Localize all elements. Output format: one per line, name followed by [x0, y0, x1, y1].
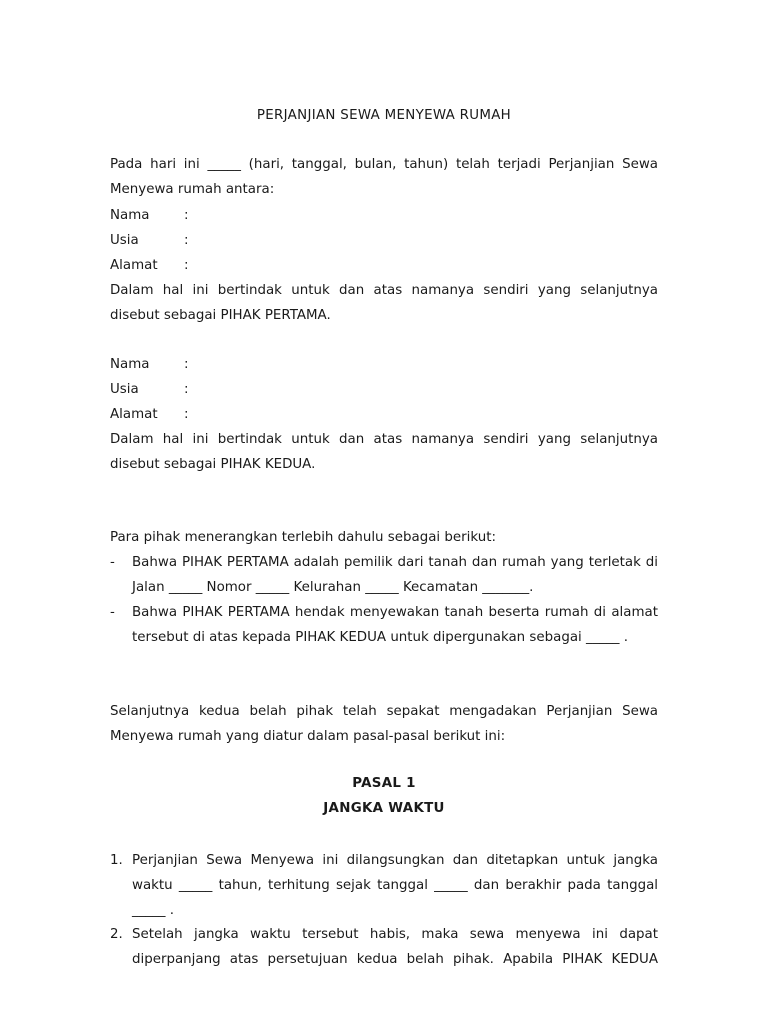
party2-address-field: [110, 403, 189, 428]
recital-text: Bahwa PIHAK PERTAMA hendak menyewakan tanah beserta rumah di alamat tersebut di atas kepada PIHAK KEDUA untuk dipergunakan sebagai _____ .: [132, 605, 658, 645]
item-number: 2.: [110, 927, 123, 942]
field-colon: :: [184, 357, 189, 372]
party2-name-field: [110, 353, 189, 378]
recital-item: [110, 601, 658, 651]
field-colon: :: [184, 208, 189, 223]
field-colon: :: [184, 407, 189, 422]
field-label: Alamat: [110, 258, 158, 273]
party1-statement: Dalam hal ini bertindak untuk dan atas namanya sendiri yang selanjutnya disebut sebagai PIHAK PERTAMA.: [110, 283, 658, 323]
recitals-intro: Para pihak menerangkan terlebih dahulu sebagai berikut:: [110, 530, 496, 545]
field-label: Alamat: [110, 407, 158, 422]
party1-age-field: [110, 229, 189, 254]
field-colon: :: [184, 233, 189, 248]
pasal-subheading: JANGKA WAKTU: [323, 801, 445, 816]
party2-age-field: [110, 378, 189, 403]
pasal-item: [110, 923, 658, 973]
intro-paragraph: Pada hari ini _____ (hari, tanggal, bulan, tahun) telah terjadi Perjanjian Sewa Menyewa rumah antara:: [110, 157, 658, 197]
field-label: Usia: [110, 382, 139, 397]
document-title: PERJANJIAN SEWA MENYEWA RUMAH: [256, 108, 512, 123]
bullet-mark: -: [110, 555, 115, 570]
item-number: 1.: [110, 853, 123, 868]
recital-text: Bahwa PIHAK PERTAMA adalah pemilik dari tanah dan rumah yang terletak di Jalan _____ Nomor _____ Kelurahan _____ Kecamatan _______.: [132, 555, 658, 595]
field-label: Nama: [110, 357, 150, 372]
bullet-mark: -: [110, 605, 115, 620]
agreement-paragraph: Selanjutnya kedua belah pihak telah sepakat mengadakan Perjanjian Sewa Menyewa rumah yang diatur dalam pasal-pasal berikut ini:: [110, 704, 658, 744]
party1-address-field: [110, 254, 189, 279]
field-label: Usia: [110, 233, 139, 248]
pasal-item: [110, 849, 658, 923]
item-text: Setelah jangka waktu tersebut habis, maka sewa menyewa ini dapat diperpanjang atas persetujuan kedua belah pihak. Apabila PIHAK KEDUA: [132, 927, 658, 967]
party1-name-field: [110, 204, 189, 229]
pasal-heading: PASAL 1: [352, 776, 416, 791]
field-colon: :: [184, 382, 189, 397]
party2-statement: Dalam hal ini bertindak untuk dan atas namanya sendiri yang selanjutnya disebut sebagai PIHAK KEDUA.: [110, 432, 658, 472]
recital-item: [110, 551, 658, 601]
field-colon: :: [184, 258, 189, 273]
field-label: Nama: [110, 208, 150, 223]
item-text: Perjanjian Sewa Menyewa ini dilangsungkan dan ditetapkan untuk jangka waktu _____ tahun, terhitung sejak tanggal _____ dan berakhir pada tanggal _____ .: [132, 853, 658, 918]
